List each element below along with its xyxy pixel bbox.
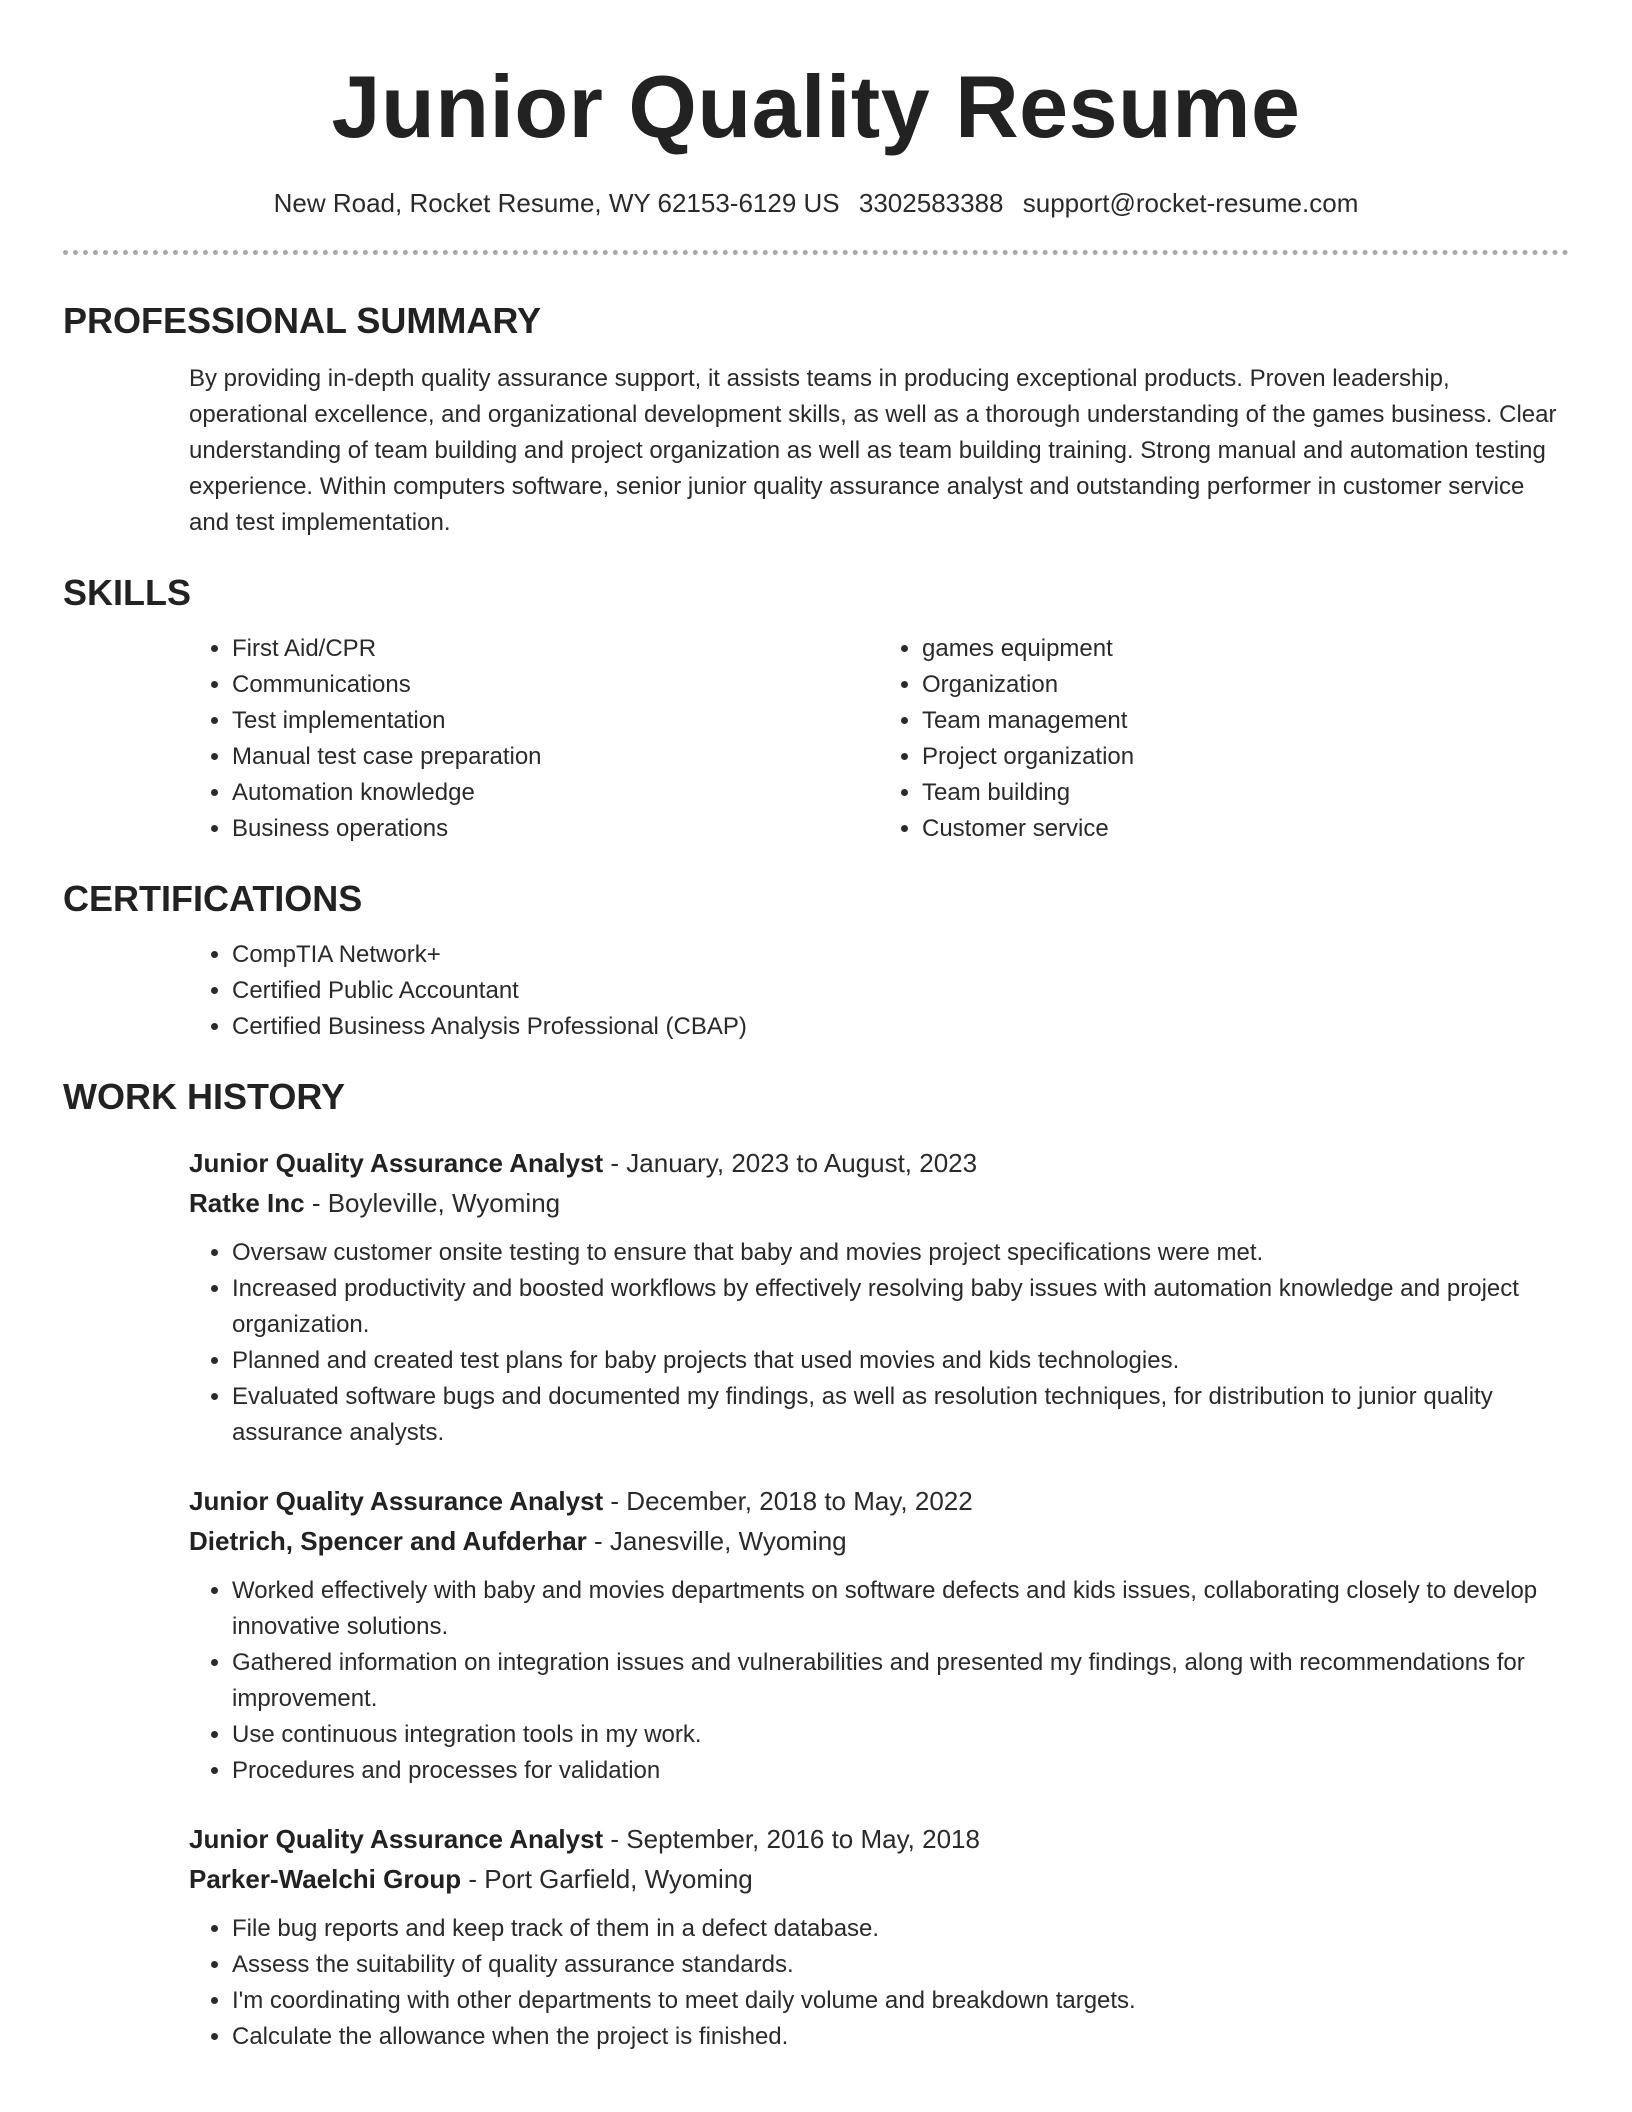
- job-dates: - September, 2016 to May, 2018: [603, 1824, 980, 1854]
- job-company: Ratke Inc: [189, 1188, 305, 1218]
- section-title-skills: SKILLS: [63, 572, 192, 613]
- job-location: - Port Garfield, Wyoming: [461, 1864, 753, 1894]
- skill-item: • Customer service: [922, 811, 1569, 847]
- job-role: Junior Quality Assurance Analyst: [189, 1824, 604, 1854]
- job-duties-list: [189, 1911, 1569, 2055]
- job-duty: • Worked effectively with baby and movies departments on software defects and kids issues, collaborating closely to develop innovative solutions.: [232, 1573, 1569, 1645]
- skill-item: • Manual test case preparation: [232, 739, 879, 775]
- job-entry: [63, 1481, 1569, 1789]
- skill-item: • Team building: [922, 775, 1569, 811]
- resume-name: Junior Quality Resume: [331, 57, 1301, 156]
- job-dates: - December, 2018 to May, 2022: [603, 1486, 973, 1516]
- job-title-line: [189, 1819, 1569, 1859]
- contact-line: [63, 186, 1569, 220]
- job-duty: • I'm coordinating with other departments to meet daily volume and breakdown targets.: [232, 1983, 1569, 2019]
- job-duty: • Procedures and processes for validation: [232, 1753, 1569, 1789]
- job-duty: • Assess the suitability of quality assurance standards.: [232, 1947, 1569, 1983]
- job-company-line: [189, 1859, 1569, 1899]
- job-company-line: [189, 1521, 1569, 1561]
- job-duty: • Oversaw customer onsite testing to ensure that baby and movies project specifications were met.: [232, 1235, 1569, 1271]
- skills-column-right: [879, 631, 1569, 847]
- job-duty: • Evaluated software bugs and documented my findings, as well as resolution techniques, for distribution to junior quality assurance analysts.: [232, 1379, 1569, 1451]
- skills-list: [189, 631, 1569, 847]
- job-duty: • Planned and created test plans for baby projects that used movies and kids technologies.: [232, 1343, 1569, 1379]
- skill-item: • Automation knowledge: [232, 775, 879, 811]
- skill-item: • Business operations: [232, 811, 879, 847]
- skill-item: • games equipment: [922, 631, 1569, 667]
- certifications-list: [189, 937, 1569, 1045]
- skill-item: • Project organization: [922, 739, 1569, 775]
- job-entry: [63, 1143, 1569, 1451]
- job-entry: [63, 1819, 1569, 2055]
- section-title-summary: PROFESSIONAL SUMMARY: [63, 300, 542, 341]
- skill-item: • Communications: [232, 667, 879, 703]
- contact-address: New Road, Rocket Resume, WY 62153-6129 US: [273, 188, 840, 218]
- job-location: - Janesville, Wyoming: [586, 1526, 847, 1556]
- job-role: Junior Quality Assurance Analyst: [189, 1486, 604, 1516]
- section-title-work-history: WORK HISTORY: [63, 1076, 346, 1117]
- skill-item: • Test implementation: [232, 703, 879, 739]
- certification-item: • CompTIA Network+: [232, 937, 1569, 973]
- job-dates: - January, 2023 to August, 2023: [603, 1148, 978, 1178]
- section-title-certifications: CERTIFICATIONS: [63, 878, 363, 919]
- job-duty: • Use continuous integration tools in my work.: [232, 1717, 1569, 1753]
- job-company-line: [189, 1183, 1569, 1223]
- job-duty: • File bug reports and keep track of them in a defect database.: [232, 1911, 1569, 1947]
- job-duties-list: [189, 1573, 1569, 1789]
- header-divider: [63, 250, 1569, 255]
- job-duty: • Gathered information on integration issues and vulnerabilities and presented my findings, along with recommendations for improvement.: [232, 1645, 1569, 1717]
- skill-item: • First Aid/CPR: [232, 631, 879, 667]
- certification-item: • Certified Public Accountant: [232, 973, 1569, 1009]
- contact-email: support@rocket-resume.com: [1022, 188, 1359, 218]
- certification-item: • Certified Business Analysis Professional (CBAP): [232, 1009, 1569, 1045]
- job-role: Junior Quality Assurance Analyst: [189, 1148, 604, 1178]
- job-location: - Boyleville, Wyoming: [304, 1188, 561, 1218]
- skill-item: • Team management: [922, 703, 1569, 739]
- skill-item: • Organization: [922, 667, 1569, 703]
- job-title-line: [189, 1481, 1569, 1521]
- job-company: Dietrich, Spencer and Aufderhar: [189, 1526, 587, 1556]
- summary-text: By providing in-depth quality assurance support, it assists teams in producing exceptional products. Proven leadership, operational excellence, and organizational development skills, as well as a thorough understanding of the games business. Clear understanding of team building and project organization as well as team building training. Strong manual and automation testing experience. Within computers software, senior junior quality assurance analyst and outstanding performer in customer service and test implementation.: [189, 365, 1557, 536]
- skills-column-left: [189, 631, 879, 847]
- job-duties-list: [189, 1235, 1569, 1451]
- contact-phone: 3302583388: [858, 188, 1004, 218]
- job-company: Parker-Waelchi Group: [189, 1864, 462, 1894]
- job-title-line: [189, 1143, 1569, 1183]
- job-duty: • Increased productivity and boosted workflows by effectively resolving baby issues with automation knowledge and project organization.: [232, 1271, 1569, 1343]
- job-duty: • Calculate the allowance when the project is finished.: [232, 2019, 1569, 2055]
